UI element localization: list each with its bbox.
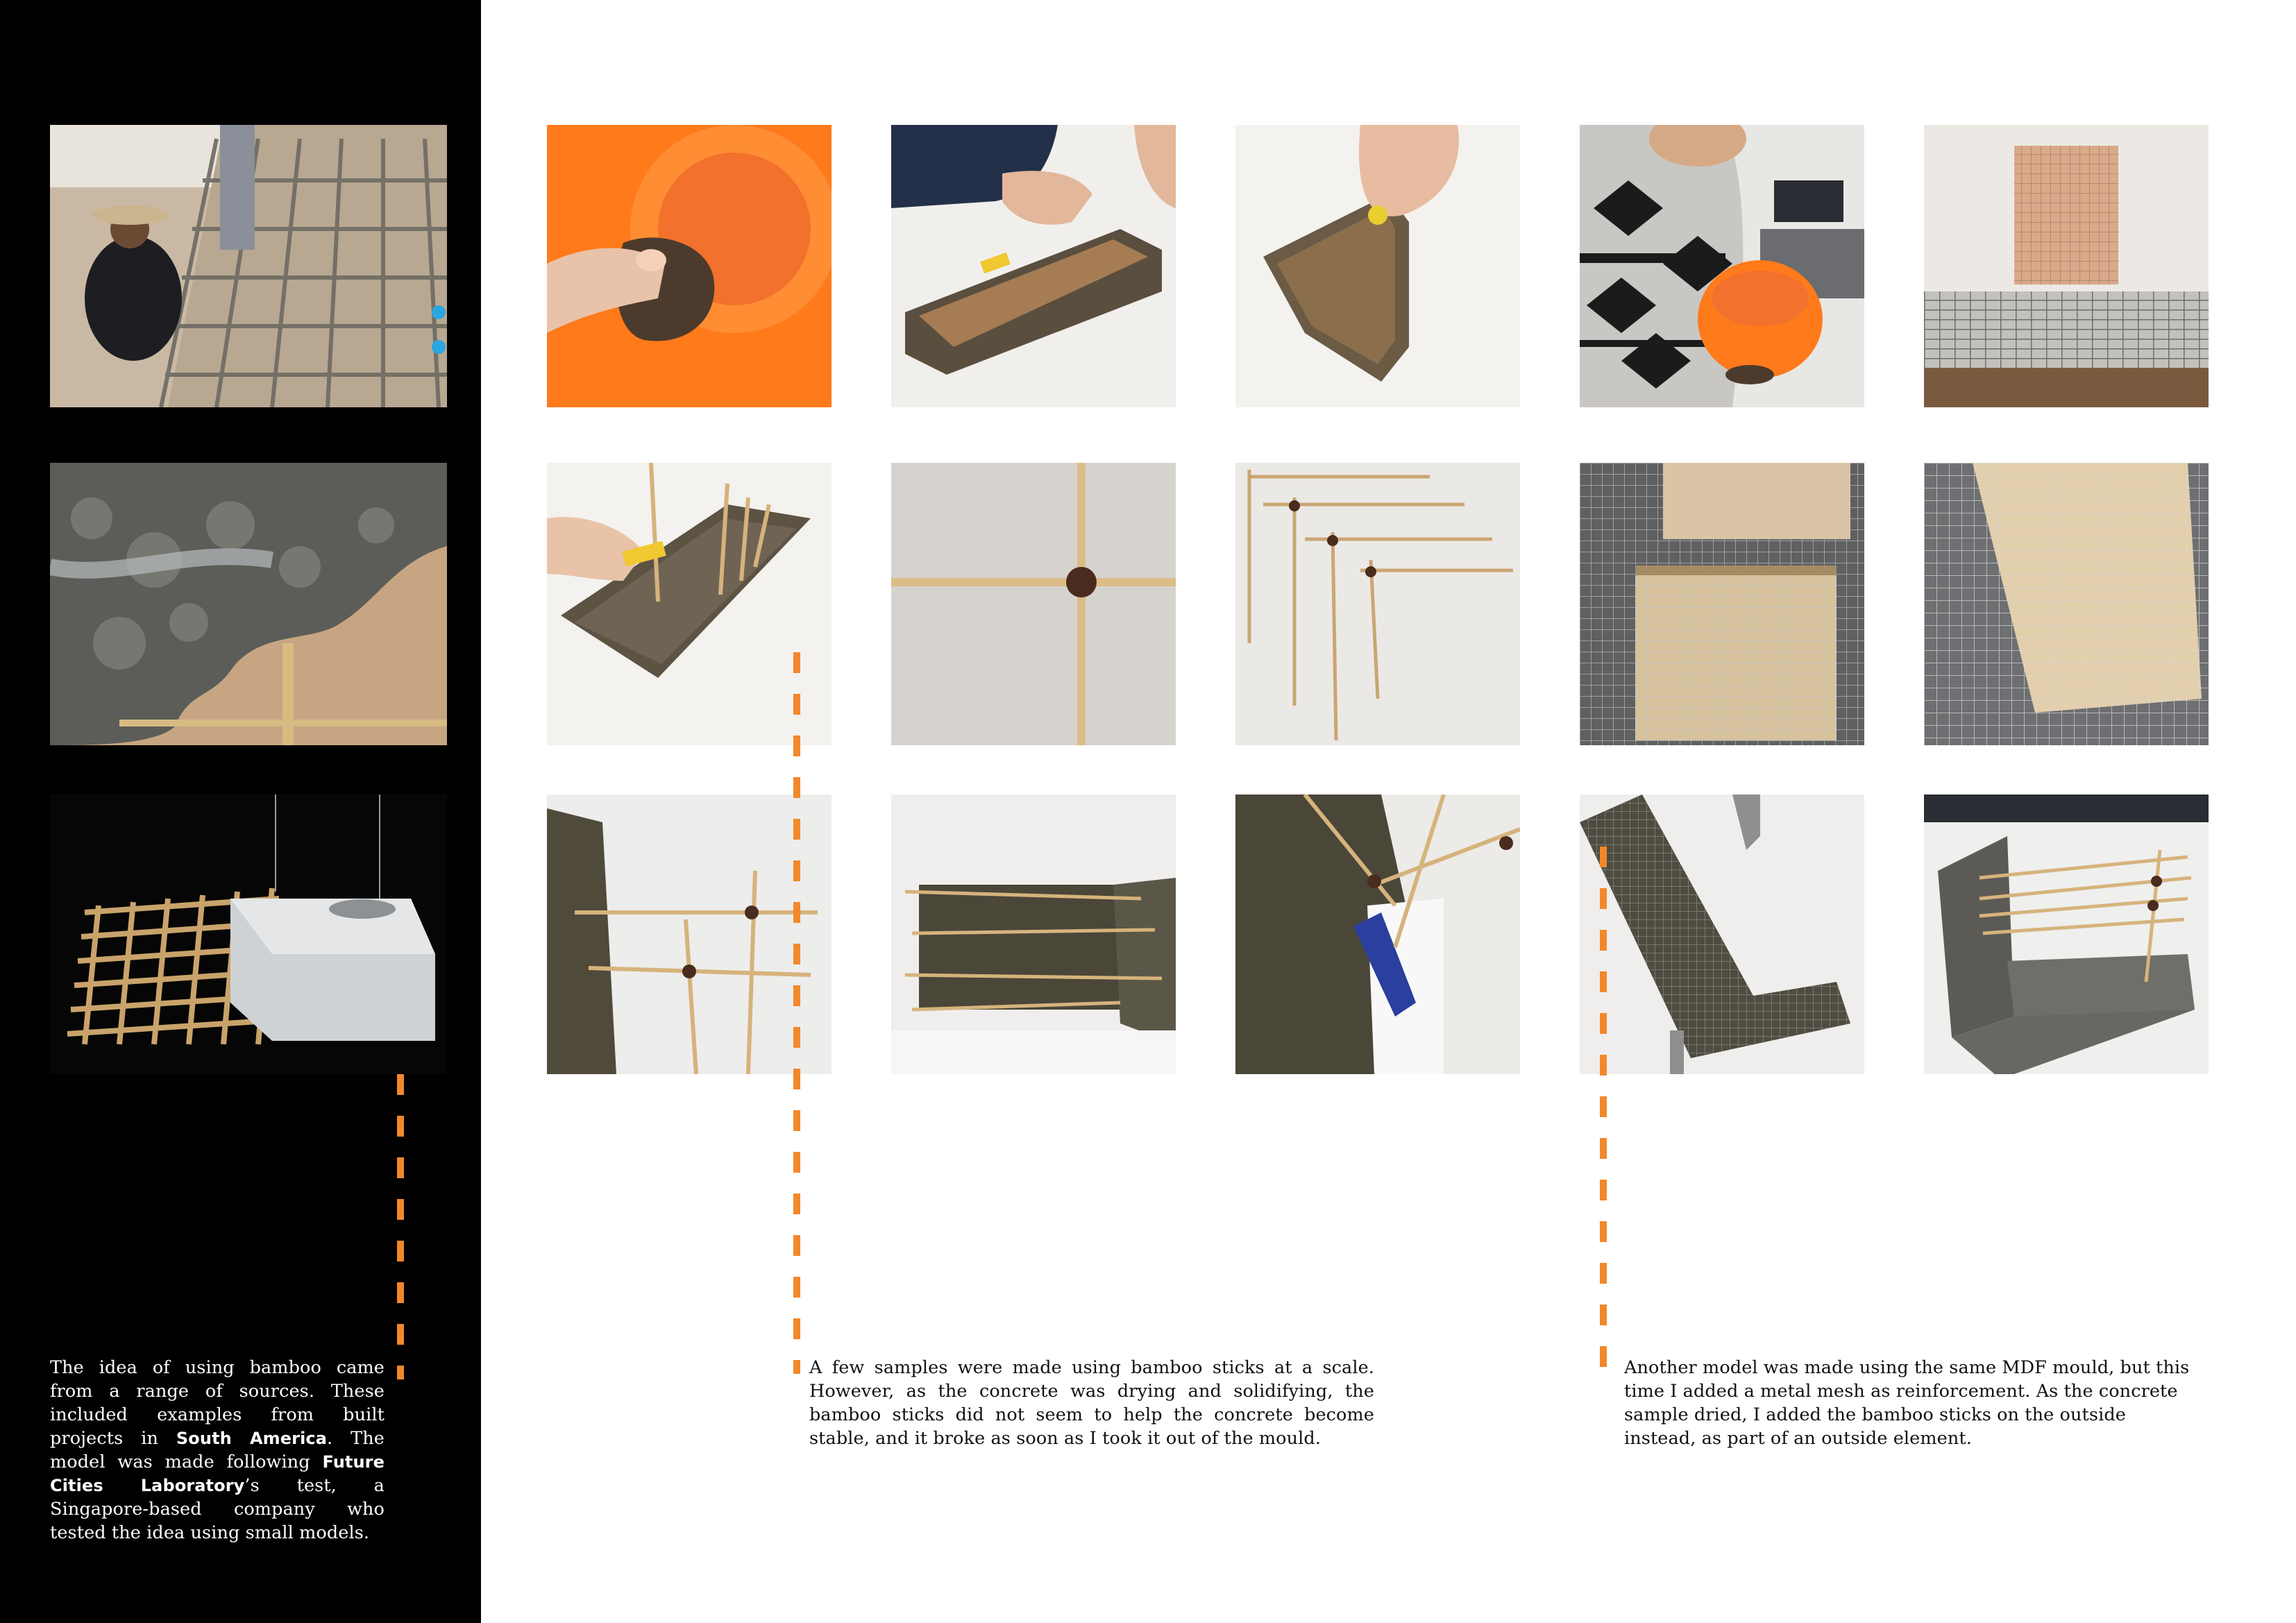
final-panel-with-bamboo-photo [1924, 794, 2209, 1074]
caption-bamboo-samples: A few samples were made using bamboo sticks at a scale. However, as the concrete was drying and solidifying, the bamboo sticks did not seem to help the concrete become stable, and it broke as soon as I took it out of the mould. [809, 1357, 1374, 1449]
mesh-reinforced-panel-photo [1580, 794, 1864, 1074]
dashed-connector-bamboo-samples [793, 652, 800, 1374]
caption-bamboo-sources [50, 1356, 385, 1545]
filling-mdf-mould-photo [1235, 125, 1520, 407]
highlight-future-cities-laboratory: Future Cities Laboratory [50, 1452, 385, 1495]
caption-text: ’s test, a Singapore-based company who tested the idea using small models. [50, 1475, 385, 1543]
workers-laying-bamboo-grid-photo [50, 125, 447, 407]
bamboo-grid-concrete-model-photo [50, 794, 447, 1074]
bamboo-across-concrete-tray-photo [891, 794, 1176, 1074]
dashed-connector-mesh-model [1600, 847, 1607, 1374]
caption-text: . The model was made following [50, 1428, 385, 1472]
mdf-mould-on-mesh-photo [1580, 463, 1864, 745]
caption-text: The idea of using bamboo came from a range of sources. These included examples from built projects in [50, 1357, 385, 1449]
broken-concrete-sample-photo [1235, 794, 1520, 1074]
mesh-over-board-photo [1924, 463, 2209, 745]
dashed-connector-sidebar [397, 1074, 404, 1379]
caption-mesh-model: Another model was made using the same MDF mould, but this time I added a metal mesh as reinforcement. As the concrete sample dried, I added the bamboo sticks on the outside instead, as part of an outside element. [1624, 1357, 2190, 1449]
student-holding-bucket-photo [1580, 125, 1864, 407]
bamboo-sticks-in-mould-photo [547, 463, 832, 745]
tied-bamboo-cross-photo [891, 463, 1176, 745]
bamboo-stick-frame-photo [1235, 463, 1520, 745]
orange-bucket-concrete-photo [547, 125, 832, 407]
concrete-panel-with-bamboo-photo [547, 794, 832, 1074]
concrete-over-bamboo-photo [50, 463, 447, 745]
spreading-concrete-in-mould-photo [891, 125, 1176, 407]
highlight-south-america: South America [176, 1429, 328, 1448]
metal-mesh-perspective-photo [1924, 125, 2209, 407]
